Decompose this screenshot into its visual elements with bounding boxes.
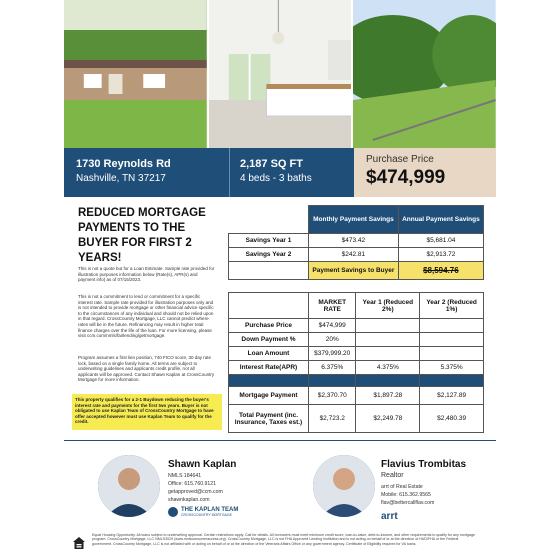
agent1-email[interactable]: getapproved@ccm.com xyxy=(168,489,223,495)
annual-value: $2,913.72 xyxy=(398,248,483,262)
address-street: 1730 Reynolds Rd xyxy=(76,158,171,170)
purchase-price: $474,999 xyxy=(366,167,446,188)
logo-text: THE KAPLAN TEAM xyxy=(181,507,239,513)
cell-value: $1,897.28 xyxy=(356,387,420,405)
row-label: Savings Year 2 xyxy=(229,248,309,262)
agent2-brokerage: arrt of Real Estate xyxy=(381,484,423,490)
disclaimer-paragraph-2: This is not a commitment to lend or commitment for a specific interest rate. Sample rate provided for illustration purposes only and is not intended to provide mortgage or other financial advice specific to the circumstances of any individual and should not be relied upon in that regard. CrossCountry Mortgage, LLC cannot predict where rates will be in the future. Refinancing may result in higher total finance charges over the life of the loan. For more licensing, please visit ccm.com/nmls/fairlending/getmortgage. xyxy=(78,294,214,339)
year1-header: Year 1 (Reduced 2%) xyxy=(356,293,420,319)
rate-table xyxy=(228,292,484,433)
logo-subtext: CROSSCOUNTRY MORTGAGE xyxy=(181,513,232,517)
table-row xyxy=(229,234,484,248)
divider-band xyxy=(229,375,484,387)
disclaimer-paragraph-3: Program assumes a first lien position, 740 FICO score, 30 day rate lock, based on a single family home. All terms are subject to underwriting guidelines and applicants credit profile, not all applicants will be approved. Contact Shawn Kaplan at CrossCountry Mortgage for more information. xyxy=(78,355,215,383)
cell-value: 20% xyxy=(309,333,356,347)
row-label: Interest Rate(APR) xyxy=(229,361,309,375)
total-savings-value: $8,594.76 xyxy=(398,262,483,280)
market-rate-header: MARKET RATE xyxy=(309,293,356,319)
logo-icon xyxy=(168,507,178,517)
disclaimer-paragraph-1: This is not a quote but for a Loan Estimate. Sample rate provided for illustration purposes information below (Rate(s), APR(s) and payment info) as of 07/15/2023. xyxy=(78,266,215,283)
cell-value: $2,480.39 xyxy=(420,405,484,433)
divider xyxy=(64,440,496,441)
square-footage: 2,187 SQ FT xyxy=(240,158,303,170)
buydown-notice: This property qualifies for a 2-1 Buydown reducing the buyer's interest rate and payments for the first two years. Buyer is not obligated to use Kaplan Team of CrossCountry Mortgage to have offer accepted however must use Kaplan Team to qualify for the credit. xyxy=(72,394,222,430)
row-label: Mortgage Payment xyxy=(229,387,309,405)
year2-header: Year 2 (Reduced 1%) xyxy=(420,293,484,319)
agent1-contact xyxy=(168,472,223,504)
beds-baths: 4 beds - 3 baths xyxy=(240,173,312,184)
cell-value: $379,999.20 xyxy=(309,347,356,361)
annual-savings-header: Annual Payment Savings xyxy=(398,206,483,234)
cell-value: 6.375% xyxy=(309,361,356,375)
cell-value: $2,370.70 xyxy=(309,387,356,405)
headline: REDUCED MORTGAGE PAYMENTS TO THE BUYER FOR FIRST 2 YEARS! xyxy=(78,207,206,264)
table-row xyxy=(229,405,484,433)
price-block xyxy=(354,148,496,197)
agent2-title: Realtor xyxy=(381,472,404,479)
cell-value: 5.375% xyxy=(420,361,484,375)
legal-footer: Equal Housing Opportunity. All loans subject to underwriting approval. Certain restrictions apply. Call for details. All borrowers must meet minimum credit score, loan-to-value, debt-to-income, and other requirements to qualify for any mortgage program. CrossCountry Mortgage, LLC NMLS3029 (www.nmlsconsumeraccess.org). CrossCountry Mortgage, LLC is not FHA Approved Lending Institution and is not acting on behalf of or at the direction of HUD/FHA or the Federal government. CrossCountry Mortgage, LLC is not affiliated with or acting on behalf of or at the direction of the Veterans Affairs Office or any government agency. Certificate of Eligibility required for VA loans. xyxy=(92,533,475,546)
cell-value: $474,999 xyxy=(309,319,356,333)
monthly-savings-header: Monthly Payment Savings xyxy=(309,206,399,234)
agent1-name: Shawn Kaplan xyxy=(168,459,237,470)
agent1-website[interactable]: shawnkaplan.com xyxy=(168,497,210,503)
table-row xyxy=(229,347,484,361)
cell-value: $2,249.78 xyxy=(356,405,420,433)
agent2-name: Flavius Trombitas xyxy=(381,459,467,470)
row-label: Down Payment % xyxy=(229,333,309,347)
size-block xyxy=(229,148,354,197)
annual-value: $5,681.04 xyxy=(398,234,483,248)
table-row xyxy=(229,387,484,405)
agent1-office: Office: 615.760.9121 xyxy=(168,481,217,487)
row-label: Savings Year 1 xyxy=(229,234,309,248)
total-savings-label: Payment Savings to Buyer xyxy=(309,262,399,280)
avatar xyxy=(98,455,160,517)
monthly-value: $242.81 xyxy=(309,248,399,262)
address-city: Nashville, TN 37217 xyxy=(76,173,166,184)
monthly-value: $473.42 xyxy=(309,234,399,248)
equal-housing-icon xyxy=(72,536,86,550)
avatar xyxy=(313,455,375,517)
table-row xyxy=(229,333,484,347)
property-photos xyxy=(64,0,496,148)
agent1-nmls: NMLS 184641 xyxy=(168,473,202,479)
cell-value: $2,723.2 xyxy=(309,405,356,433)
agent2-contact xyxy=(381,483,434,507)
backyard-photo xyxy=(353,0,496,148)
cell-value: $2,127.89 xyxy=(420,387,484,405)
table-row xyxy=(229,248,484,262)
row-label: Loan Amount xyxy=(229,347,309,361)
address-block xyxy=(64,148,229,197)
price-label: Purchase Price xyxy=(366,154,434,165)
house-exterior-photo xyxy=(64,0,207,148)
kitchen-photo xyxy=(209,0,352,148)
arrt-logo: arrt xyxy=(381,511,398,522)
agent2-mobile: Mobile: 615.362.9565 xyxy=(381,492,431,498)
table-row xyxy=(229,319,484,333)
row-label: Total Payment (inc. Insurance, Taxes est.) xyxy=(229,405,309,433)
agent2-email[interactable]: flav@bettercallflav.com xyxy=(381,500,435,506)
kaplan-team-logo xyxy=(168,507,238,517)
cell-value: 4.375% xyxy=(356,361,420,375)
property-info-bar xyxy=(64,148,496,197)
table-row xyxy=(229,361,484,375)
row-label: Purchase Price xyxy=(229,319,309,333)
savings-table xyxy=(228,205,484,280)
